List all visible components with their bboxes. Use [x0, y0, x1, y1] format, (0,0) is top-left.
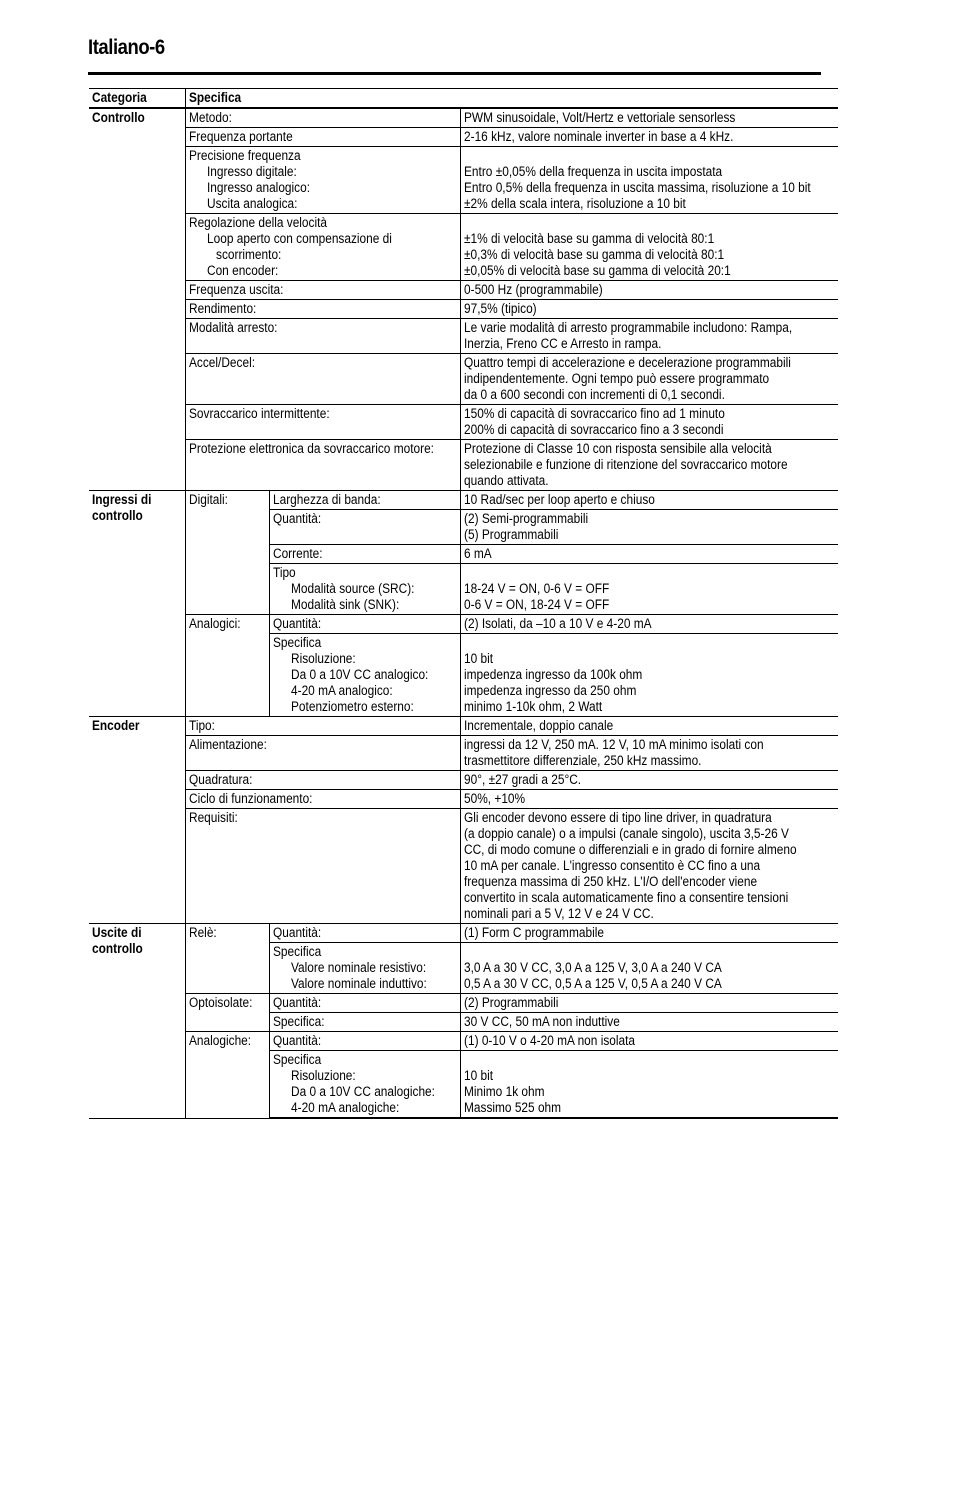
spec-label: Metodo:: [185, 108, 460, 128]
spec-value: 10 Rad/sec per loop aperto e chiuso: [460, 491, 838, 510]
header-category: Categoria: [89, 89, 185, 109]
table-row: [89, 736, 838, 771]
spec-value: 0-500 Hz (programmabile): [460, 281, 838, 300]
spec-value: 50%, +10%: [460, 790, 838, 809]
table-row: [89, 128, 838, 147]
spec-label: Rendimento:: [185, 300, 460, 319]
spec-label: Larghezza di banda:: [269, 491, 460, 510]
spec-label: Sovraccarico intermittente:: [185, 405, 460, 440]
group-rele: Relè:: [185, 924, 269, 994]
table-row: [89, 440, 838, 491]
spec-label: Quantità:: [269, 1032, 460, 1051]
table-row: [89, 405, 838, 440]
spec-label: Quadratura:: [185, 771, 460, 790]
spec-label: Tipo Modalità source (SRC): Modalità sink (SNK):: [269, 564, 460, 615]
table-row: [89, 281, 838, 300]
table-row: [89, 354, 838, 405]
spec-value: PWM sinusoidale, Volt/Hertz e vettoriale sensorless: [460, 108, 838, 128]
category-ingressi: Ingressi di controllo: [89, 491, 185, 717]
spec-value: (1) 0-10 V o 4-20 mA non isolata: [460, 1032, 838, 1051]
title-rule: [88, 72, 821, 75]
category-encoder: Encoder: [89, 717, 185, 924]
spec-value: 3,0 A a 30 V CC, 3,0 A a 125 V, 3,0 A a 240 V CA 0,5 A a 30 V CC, 0,5 A a 125 V, 0,5 A a 240 V CA: [460, 943, 838, 994]
spec-value: Incrementale, doppio canale: [460, 717, 838, 736]
spec-value: ±1% di velocità base su gamma di velocità 80:1 ±0,3% di velocità base su gamma di velocità 80:1 ±0,05% di velocità base su gamma di velocità 20:1: [460, 214, 838, 281]
table-row: [89, 319, 838, 354]
spec-value: 10 bit impedenza ingresso da 100k ohm impedenza ingresso da 250 ohm minimo 1-10k ohm, 2 Watt: [460, 634, 838, 717]
spec-label: Quantità:: [269, 994, 460, 1013]
spec-value: ingressi da 12 V, 250 mA. 12 V, 10 mA minimo isolati con trasmettitore differenziale, 250 kHz massimo.: [460, 736, 838, 771]
table-row: [89, 771, 838, 790]
table-row: [89, 615, 838, 634]
table-row: [89, 717, 838, 736]
spec-value: 30 V CC, 50 mA non induttive: [460, 1013, 838, 1032]
spec-label: Specifica:: [269, 1013, 460, 1032]
table-row: [89, 809, 838, 924]
spec-label: Protezione elettronica da sovraccarico motore:: [185, 440, 460, 491]
group-digitali: Digitali:: [185, 491, 269, 615]
spec-value: Gli encoder devono essere di tipo line driver, in quadratura (a doppio canale) o a impulsi (canale singolo), uscita 3,5-26 V CC, di modo comune o differenziali e in grado di fornire almeno 10 mA per canale. L'ingresso consentito è CC fino a una frequenza massima di 250 kHz. L'I/O dell'encoder viene convertito in scala automaticamente fino a consentire tensioni nominali pari a 5 V, 12 V e 24 V CC.: [460, 809, 838, 924]
page-title: Italiano-6: [88, 36, 165, 59]
group-analogici: Analogici:: [185, 615, 269, 717]
spec-label: Regolazione della velocità Loop aperto con compensazione di scorrimento: Con encoder:: [185, 214, 460, 281]
spec-label: Specifica Risoluzione: Da 0 a 10V CC analogiche: 4-20 mA analogiche:: [269, 1051, 460, 1119]
spec-label: Requisiti:: [185, 809, 460, 924]
spec-value: Protezione di Classe 10 con risposta sensibile alla velocità selezionabile e funzione di ritenzione del sovraccarico motore quando attivata.: [460, 440, 838, 491]
spec-value: 6 mA: [460, 545, 838, 564]
spec-label: Corrente:: [269, 545, 460, 564]
group-analogiche: Analogiche:: [185, 1032, 269, 1119]
table-row: [89, 790, 838, 809]
spec-label: Precisione frequenza Ingresso digitale: Ingresso analogico: Uscita analogica:: [185, 147, 460, 214]
specifications-table: [89, 88, 838, 1119]
spec-value: (2) Semi-programmabili (5) Programmabili: [460, 510, 838, 545]
table-row: [89, 214, 838, 281]
spec-value: 150% di capacità di sovraccarico fino ad 1 minuto 200% di capacità di sovraccarico fino a 3 secondi: [460, 405, 838, 440]
group-opto: Optoisolate:: [185, 994, 269, 1032]
spec-label: Quantità:: [269, 510, 460, 545]
spec-value: 2-16 kHz, valore nominale inverter in base a 4 kHz.: [460, 128, 838, 147]
spec-value: (2) Programmabili: [460, 994, 838, 1013]
spec-value: Entro ±0,05% della frequenza in uscita impostata Entro 0,5% della frequenza in uscita massima, risoluzione a 10 bit ±2% della scala intera, risoluzione a 10 bit: [460, 147, 838, 214]
table-row: [89, 924, 838, 943]
spec-label: Modalità arresto:: [185, 319, 460, 354]
spec-value: 90°, ±27 gradi a 25°C.: [460, 771, 838, 790]
spec-value: Le varie modalità di arresto programmabile includono: Rampa, Inerzia, Freno CC e Arresto in rampa.: [460, 319, 838, 354]
spec-label: Specifica Risoluzione: Da 0 a 10V CC analogico: 4-20 mA analogico: Potenziometro esterno:: [269, 634, 460, 717]
spec-label: Ciclo di funzionamento:: [185, 790, 460, 809]
table-row: [89, 108, 838, 128]
spec-value: 10 bit Minimo 1k ohm Massimo 525 ohm: [460, 1051, 838, 1119]
spec-label: Accel/Decel:: [185, 354, 460, 405]
category-controllo: Controllo: [89, 108, 185, 491]
spec-label: Frequenza uscita:: [185, 281, 460, 300]
spec-value: 97,5% (tipico): [460, 300, 838, 319]
table-row: [89, 1032, 838, 1051]
header-spec: Specifica: [185, 89, 838, 109]
spec-label: Frequenza portante: [185, 128, 460, 147]
table-row: [89, 300, 838, 319]
spec-label: Quantità:: [269, 615, 460, 634]
table-row: [89, 994, 838, 1013]
spec-label: Tipo:: [185, 717, 460, 736]
spec-value: Quattro tempi di accelerazione e decelerazione programmabili indipendentemente. Ogni tempo può essere programmato da 0 a 600 secondi con incrementi di 0,1 secondi.: [460, 354, 838, 405]
spec-value: (1) Form C programmabile: [460, 924, 838, 943]
spec-label: Specifica Valore nominale resistivo: Valore nominale induttivo:: [269, 943, 460, 994]
spec-label: Alimentazione:: [185, 736, 460, 771]
spec-value: 18-24 V = ON, 0-6 V = OFF 0-6 V = ON, 18-24 V = OFF: [460, 564, 838, 615]
table-row: [89, 147, 838, 214]
spec-label: Quantità:: [269, 924, 460, 943]
table-header-row: [89, 89, 838, 109]
table-row: [89, 491, 838, 510]
spec-value: (2) Isolati, da –10 a 10 V e 4-20 mA: [460, 615, 838, 634]
category-uscite: Uscite di controllo: [89, 924, 185, 1119]
